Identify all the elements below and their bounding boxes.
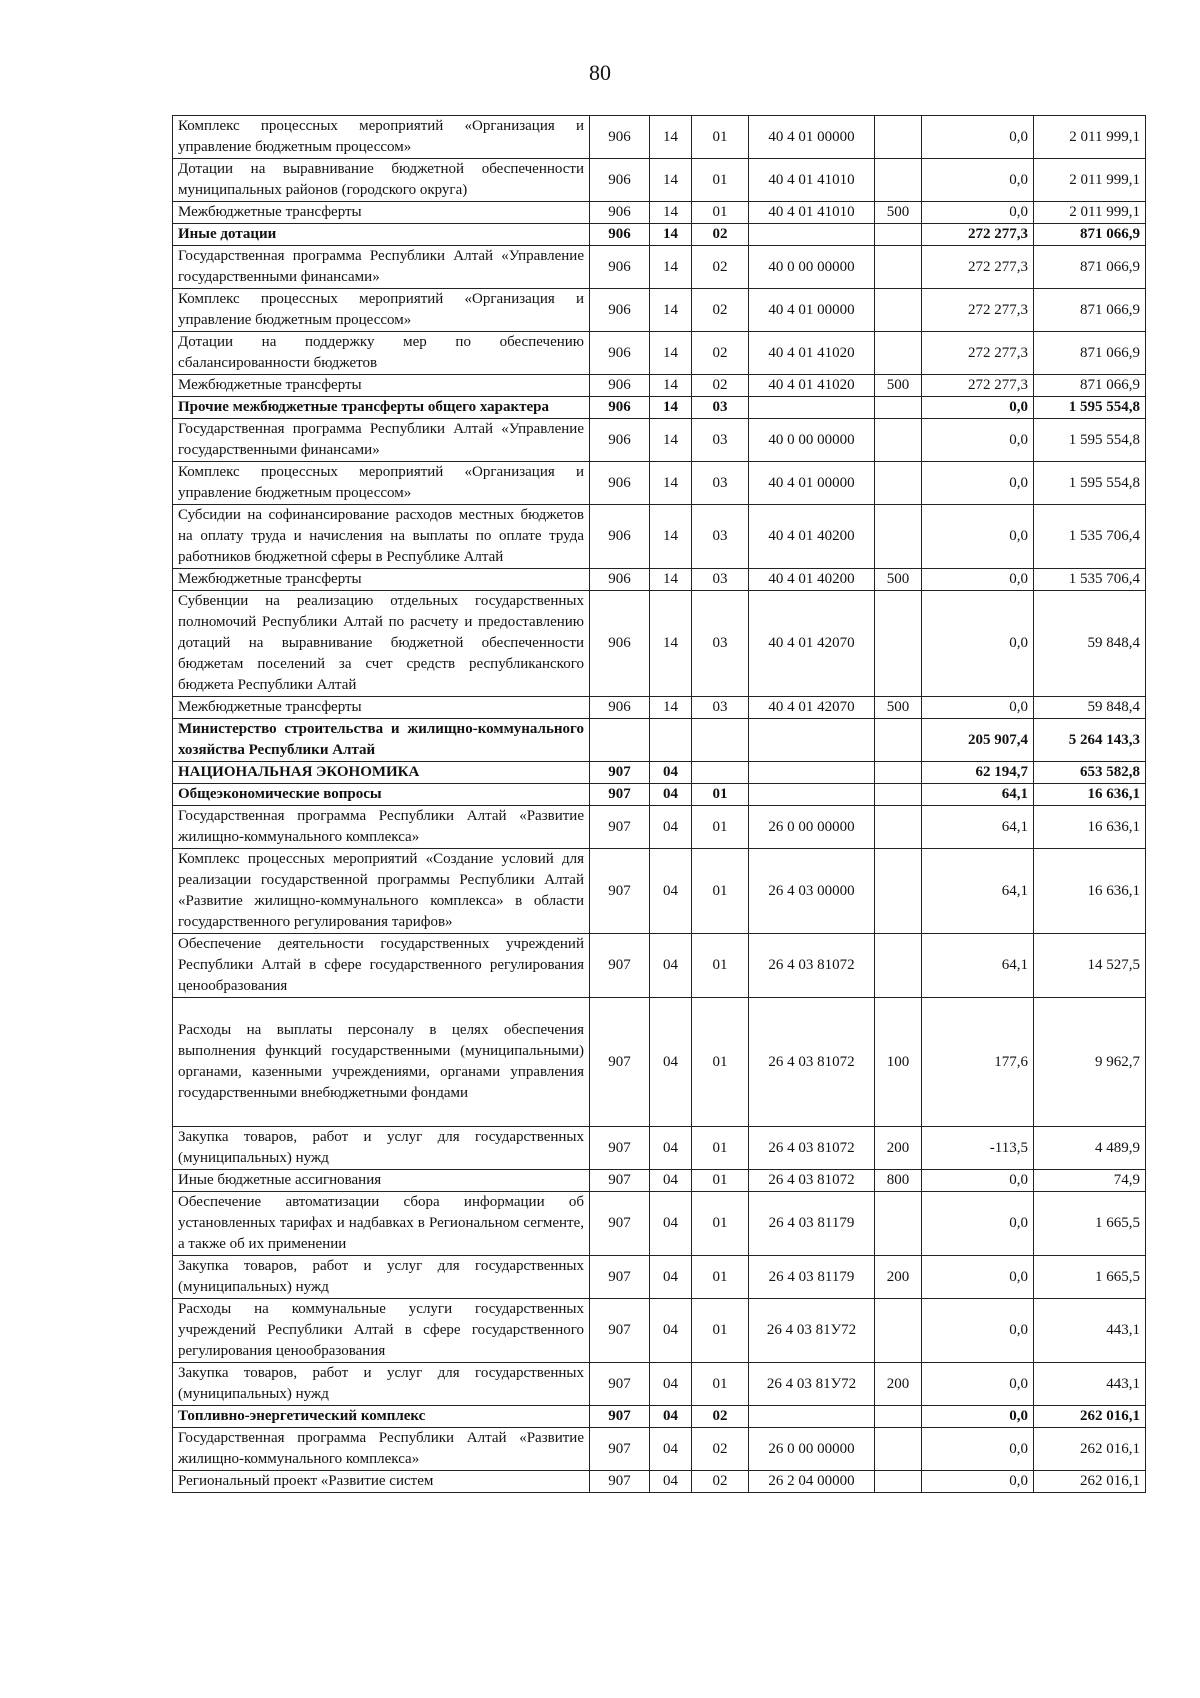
- row-expense-type-code: 200: [875, 1363, 922, 1406]
- row-subsection-code: 02: [692, 289, 749, 332]
- row-amount-total: 871 066,9: [1034, 246, 1146, 289]
- row-subsection-code: 03: [692, 419, 749, 462]
- row-name: Обеспечение деятельности государственных учреждений Республики Алтай в сфере государственного регулирования ценообразования: [173, 934, 590, 998]
- row-subsection-code: 01: [692, 1170, 749, 1192]
- table-row: [173, 1406, 1146, 1428]
- row-subsection-code: 03: [692, 697, 749, 719]
- row-subsection-code: 02: [692, 246, 749, 289]
- row-grbs-code: 907: [590, 1127, 650, 1170]
- row-name: Топливно-энергетический комплекс: [173, 1406, 590, 1428]
- row-amount-total: 16 636,1: [1034, 784, 1146, 806]
- row-amount-change: 64,1: [922, 806, 1034, 849]
- row-subsection-code: [692, 719, 749, 762]
- row-subsection-code: 03: [692, 505, 749, 569]
- row-amount-change: 205 907,4: [922, 719, 1034, 762]
- table-row: [173, 806, 1146, 849]
- row-expense-type-code: [875, 397, 922, 419]
- row-grbs-code: 907: [590, 1363, 650, 1406]
- row-amount-total: 1 535 706,4: [1034, 569, 1146, 591]
- row-expense-type-code: 200: [875, 1256, 922, 1299]
- table-row: [173, 246, 1146, 289]
- row-subsection-code: [692, 762, 749, 784]
- row-target-article-code: 40 4 01 00000: [749, 289, 875, 332]
- row-amount-total: 1 665,5: [1034, 1256, 1146, 1299]
- table-row: [173, 505, 1146, 569]
- row-target-article-code: 26 0 00 00000: [749, 806, 875, 849]
- row-subsection-code: 03: [692, 591, 749, 697]
- row-section-code: 14: [650, 246, 692, 289]
- table-row: [173, 591, 1146, 697]
- row-target-article-code: 26 4 03 81У72: [749, 1299, 875, 1363]
- row-amount-total: 262 016,1: [1034, 1428, 1146, 1471]
- row-expense-type-code: [875, 849, 922, 934]
- row-expense-type-code: [875, 159, 922, 202]
- row-amount-total: 9 962,7: [1034, 998, 1146, 1127]
- row-section-code: 04: [650, 934, 692, 998]
- row-expense-type-code: 200: [875, 1127, 922, 1170]
- row-subsection-code: 02: [692, 1428, 749, 1471]
- row-section-code: 04: [650, 1192, 692, 1256]
- row-amount-change: 0,0: [922, 159, 1034, 202]
- row-subsection-code: 01: [692, 998, 749, 1127]
- row-target-article-code: 26 4 03 81072: [749, 1170, 875, 1192]
- row-expense-type-code: 800: [875, 1170, 922, 1192]
- row-target-article-code: 26 0 00 00000: [749, 1428, 875, 1471]
- table-row: [173, 1170, 1146, 1192]
- row-target-article-code: 40 4 01 42070: [749, 591, 875, 697]
- row-amount-total: 443,1: [1034, 1363, 1146, 1406]
- row-section-code: 14: [650, 591, 692, 697]
- row-amount-change: 0,0: [922, 462, 1034, 505]
- row-amount-total: 59 848,4: [1034, 697, 1146, 719]
- row-subsection-code: 02: [692, 224, 749, 246]
- row-section-code: 04: [650, 1471, 692, 1493]
- row-grbs-code: 907: [590, 849, 650, 934]
- row-amount-change: 0,0: [922, 697, 1034, 719]
- row-amount-total: 871 066,9: [1034, 375, 1146, 397]
- row-expense-type-code: [875, 806, 922, 849]
- row-target-article-code: 26 4 03 81179: [749, 1256, 875, 1299]
- row-expense-type-code: [875, 591, 922, 697]
- row-target-article-code: 40 4 01 42070: [749, 697, 875, 719]
- row-section-code: 04: [650, 1127, 692, 1170]
- table-row: [173, 1471, 1146, 1493]
- row-amount-total: 1 595 554,8: [1034, 397, 1146, 419]
- row-amount-change: 64,1: [922, 849, 1034, 934]
- row-section-code: 14: [650, 116, 692, 159]
- row-section-code: 04: [650, 762, 692, 784]
- table-row: [173, 762, 1146, 784]
- row-subsection-code: 03: [692, 397, 749, 419]
- row-name: Комплекс процессных мероприятий «Организация и управление бюджетным процессом»: [173, 289, 590, 332]
- row-subsection-code: 02: [692, 375, 749, 397]
- row-amount-change: 64,1: [922, 934, 1034, 998]
- row-grbs-code: 907: [590, 1406, 650, 1428]
- table-row: [173, 224, 1146, 246]
- table-row: [173, 1428, 1146, 1471]
- table-row: [173, 849, 1146, 934]
- row-amount-change: 272 277,3: [922, 332, 1034, 375]
- row-expense-type-code: 500: [875, 697, 922, 719]
- row-expense-type-code: [875, 419, 922, 462]
- row-expense-type-code: [875, 224, 922, 246]
- table-row: [173, 784, 1146, 806]
- row-grbs-code: 906: [590, 591, 650, 697]
- row-name: Закупка товаров, работ и услуг для государственных (муниципальных) нужд: [173, 1256, 590, 1299]
- row-name: Иные бюджетные ассигнования: [173, 1170, 590, 1192]
- row-amount-change: 0,0: [922, 1170, 1034, 1192]
- row-grbs-code: 906: [590, 505, 650, 569]
- row-amount-change: 177,6: [922, 998, 1034, 1127]
- row-name: Дотации на поддержку мер по обеспечению сбалансированности бюджетов: [173, 332, 590, 375]
- row-amount-total: 871 066,9: [1034, 224, 1146, 246]
- row-amount-change: 0,0: [922, 1471, 1034, 1493]
- row-grbs-code: 906: [590, 397, 650, 419]
- row-target-article-code: 26 4 03 81У72: [749, 1363, 875, 1406]
- row-target-article-code: 40 4 01 40200: [749, 569, 875, 591]
- row-grbs-code: 907: [590, 806, 650, 849]
- table-row: [173, 697, 1146, 719]
- row-amount-total: 262 016,1: [1034, 1406, 1146, 1428]
- row-section-code: 04: [650, 998, 692, 1127]
- row-amount-total: 16 636,1: [1034, 806, 1146, 849]
- row-grbs-code: 906: [590, 116, 650, 159]
- row-target-article-code: 26 4 03 81072: [749, 1127, 875, 1170]
- row-expense-type-code: 500: [875, 202, 922, 224]
- row-subsection-code: 02: [692, 1471, 749, 1493]
- row-section-code: 04: [650, 806, 692, 849]
- row-target-article-code: 40 0 00 00000: [749, 246, 875, 289]
- row-grbs-code: 906: [590, 289, 650, 332]
- row-amount-change: 0,0: [922, 202, 1034, 224]
- row-amount-change: 272 277,3: [922, 246, 1034, 289]
- row-amount-total: 2 011 999,1: [1034, 159, 1146, 202]
- row-grbs-code: 906: [590, 462, 650, 505]
- row-subsection-code: 01: [692, 1192, 749, 1256]
- row-amount-total: 871 066,9: [1034, 332, 1146, 375]
- row-section-code: 14: [650, 569, 692, 591]
- row-grbs-code: 906: [590, 246, 650, 289]
- row-target-article-code: 26 4 03 81072: [749, 998, 875, 1127]
- row-name: Расходы на коммунальные услуги государственных учреждений Республики Алтай в сфере государственного регулирования ценообразования: [173, 1299, 590, 1363]
- row-section-code: 04: [650, 1170, 692, 1192]
- page-number: 80: [589, 60, 611, 85]
- row-amount-change: -113,5: [922, 1127, 1034, 1170]
- row-expense-type-code: [875, 762, 922, 784]
- row-subsection-code: 01: [692, 202, 749, 224]
- row-amount-total: 262 016,1: [1034, 1471, 1146, 1493]
- row-section-code: 14: [650, 224, 692, 246]
- row-subsection-code: 01: [692, 1363, 749, 1406]
- row-expense-type-code: [875, 246, 922, 289]
- row-subsection-code: 01: [692, 784, 749, 806]
- row-section-code: 14: [650, 332, 692, 375]
- row-grbs-code: 906: [590, 419, 650, 462]
- row-section-code: 04: [650, 784, 692, 806]
- row-target-article-code: [749, 1406, 875, 1428]
- row-name: Субсидии на софинансирование расходов местных бюджетов на оплату труда и начисления на выплаты по оплате труда работников бюджетной сферы в Республике Алтай: [173, 505, 590, 569]
- row-expense-type-code: 500: [875, 375, 922, 397]
- row-amount-change: 0,0: [922, 1406, 1034, 1428]
- row-amount-change: 0,0: [922, 591, 1034, 697]
- row-amount-total: 16 636,1: [1034, 849, 1146, 934]
- table-row: [173, 202, 1146, 224]
- row-expense-type-code: 100: [875, 998, 922, 1127]
- row-grbs-code: 906: [590, 697, 650, 719]
- row-target-article-code: 40 4 01 41010: [749, 202, 875, 224]
- row-amount-change: 272 277,3: [922, 375, 1034, 397]
- row-name: Межбюджетные трансферты: [173, 375, 590, 397]
- row-name: Общеэкономические вопросы: [173, 784, 590, 806]
- row-target-article-code: [749, 224, 875, 246]
- row-grbs-code: 907: [590, 998, 650, 1127]
- row-amount-change: 64,1: [922, 784, 1034, 806]
- row-grbs-code: 907: [590, 1428, 650, 1471]
- row-section-code: 04: [650, 1406, 692, 1428]
- row-amount-change: 0,0: [922, 1192, 1034, 1256]
- row-amount-total: 1 595 554,8: [1034, 419, 1146, 462]
- row-expense-type-code: [875, 1192, 922, 1256]
- row-subsection-code: 03: [692, 569, 749, 591]
- row-target-article-code: 40 4 01 41010: [749, 159, 875, 202]
- row-section-code: 14: [650, 419, 692, 462]
- row-amount-total: 653 582,8: [1034, 762, 1146, 784]
- row-target-article-code: 26 4 03 81072: [749, 934, 875, 998]
- table-row: [173, 1256, 1146, 1299]
- row-expense-type-code: [875, 719, 922, 762]
- row-amount-change: 0,0: [922, 1299, 1034, 1363]
- row-section-code: 04: [650, 1363, 692, 1406]
- row-grbs-code: 906: [590, 569, 650, 591]
- row-amount-total: 74,9: [1034, 1170, 1146, 1192]
- table-row: [173, 569, 1146, 591]
- row-target-article-code: 40 4 01 41020: [749, 375, 875, 397]
- row-subsection-code: 01: [692, 1256, 749, 1299]
- row-target-article-code: 40 4 01 00000: [749, 116, 875, 159]
- row-amount-change: 272 277,3: [922, 289, 1034, 332]
- row-expense-type-code: [875, 505, 922, 569]
- row-section-code: 14: [650, 397, 692, 419]
- row-section-code: 14: [650, 505, 692, 569]
- row-target-article-code: [749, 784, 875, 806]
- row-target-article-code: [749, 762, 875, 784]
- row-name: Межбюджетные трансферты: [173, 569, 590, 591]
- table-row: [173, 419, 1146, 462]
- row-name: Иные дотации: [173, 224, 590, 246]
- row-expense-type-code: [875, 1428, 922, 1471]
- row-subsection-code: 01: [692, 806, 749, 849]
- row-name: Межбюджетные трансферты: [173, 697, 590, 719]
- row-grbs-code: 907: [590, 934, 650, 998]
- row-amount-change: 0,0: [922, 116, 1034, 159]
- row-amount-change: 272 277,3: [922, 224, 1034, 246]
- row-name: Министерство строительства и жилищно-коммунального хозяйства Республики Алтай: [173, 719, 590, 762]
- table-row: [173, 1299, 1146, 1363]
- row-name: Комплекс процессных мероприятий «Организация и управление бюджетным процессом»: [173, 116, 590, 159]
- table-row: [173, 116, 1146, 159]
- table-row: [173, 332, 1146, 375]
- row-amount-total: 1 595 554,8: [1034, 462, 1146, 505]
- row-amount-change: 0,0: [922, 505, 1034, 569]
- row-name: Региональный проект «Развитие систем: [173, 1471, 590, 1493]
- row-name: Комплекс процессных мероприятий «Создание условий для реализации государственной программы Республики Алтай «Развитие жилищно-коммунального комплекса» в области государственного регулирования тарифов»: [173, 849, 590, 934]
- row-expense-type-code: [875, 1406, 922, 1428]
- row-grbs-code: 907: [590, 762, 650, 784]
- row-grbs-code: 907: [590, 1170, 650, 1192]
- row-name: Обеспечение автоматизации сбора информации об установленных тарифах и надбавках в Региональном сегменте, а также об их применении: [173, 1192, 590, 1256]
- row-name: Субвенции на реализацию отдельных государственных полномочий Республики Алтай по расчету и предоставлению дотаций на выравнивание бюджетной обеспеченности бюджетам поселений за счет средств республиканского бюджета Республики Алтай: [173, 591, 590, 697]
- row-expense-type-code: [875, 1471, 922, 1493]
- row-name: Государственная программа Республики Алтай «Управление государственными финансами»: [173, 419, 590, 462]
- table-row: [173, 462, 1146, 505]
- row-name: Государственная программа Республики Алтай «Развитие жилищно-коммунального комплекса»: [173, 806, 590, 849]
- row-amount-change: 0,0: [922, 419, 1034, 462]
- row-section-code: 04: [650, 1428, 692, 1471]
- row-section-code: 14: [650, 375, 692, 397]
- row-name: Закупка товаров, работ и услуг для государственных (муниципальных) нужд: [173, 1127, 590, 1170]
- table-row: [173, 375, 1146, 397]
- row-name: Прочие межбюджетные трансферты общего характера: [173, 397, 590, 419]
- row-subsection-code: 02: [692, 1406, 749, 1428]
- table-row: [173, 159, 1146, 202]
- table-row: [173, 1192, 1146, 1256]
- row-amount-total: 443,1: [1034, 1299, 1146, 1363]
- row-grbs-code: 906: [590, 202, 650, 224]
- row-amount-total: 871 066,9: [1034, 289, 1146, 332]
- row-name: Государственная программа Республики Алтай «Управление государственными финансами»: [173, 246, 590, 289]
- table-row: [173, 998, 1146, 1127]
- row-section-code: [650, 719, 692, 762]
- row-amount-total: 1 665,5: [1034, 1192, 1146, 1256]
- table-row: [173, 289, 1146, 332]
- table-row: [173, 934, 1146, 998]
- row-subsection-code: 02: [692, 332, 749, 375]
- row-amount-total: 2 011 999,1: [1034, 116, 1146, 159]
- row-subsection-code: 01: [692, 1299, 749, 1363]
- row-grbs-code: 906: [590, 224, 650, 246]
- row-grbs-code: [590, 719, 650, 762]
- row-amount-change: 0,0: [922, 1428, 1034, 1471]
- row-name: Расходы на выплаты персоналу в целях обеспечения выполнения функций государственными (муниципальными) органами, казенными учреждениями, органами управления государственными внебюджетными фондами: [173, 998, 590, 1127]
- row-section-code: 04: [650, 849, 692, 934]
- row-expense-type-code: [875, 332, 922, 375]
- row-target-article-code: 40 0 00 00000: [749, 419, 875, 462]
- row-section-code: 04: [650, 1299, 692, 1363]
- row-expense-type-code: 500: [875, 569, 922, 591]
- row-amount-total: 2 011 999,1: [1034, 202, 1146, 224]
- row-grbs-code: 907: [590, 1471, 650, 1493]
- row-name: Комплекс процессных мероприятий «Организация и управление бюджетным процессом»: [173, 462, 590, 505]
- row-target-article-code: 26 4 03 00000: [749, 849, 875, 934]
- row-name: Межбюджетные трансферты: [173, 202, 590, 224]
- row-target-article-code: 40 4 01 40200: [749, 505, 875, 569]
- row-amount-change: 0,0: [922, 1363, 1034, 1406]
- row-amount-change: 0,0: [922, 397, 1034, 419]
- row-amount-total: 1 535 706,4: [1034, 505, 1146, 569]
- table-row: [173, 1363, 1146, 1406]
- row-amount-change: 62 194,7: [922, 762, 1034, 784]
- table-row: [173, 1127, 1146, 1170]
- table-body: [173, 116, 1146, 1493]
- row-expense-type-code: [875, 289, 922, 332]
- row-expense-type-code: [875, 462, 922, 505]
- row-grbs-code: 907: [590, 1256, 650, 1299]
- budget-table: [172, 115, 1146, 1493]
- table-row: [173, 397, 1146, 419]
- row-amount-total: 14 527,5: [1034, 934, 1146, 998]
- row-grbs-code: 907: [590, 784, 650, 806]
- row-grbs-code: 907: [590, 1192, 650, 1256]
- row-subsection-code: 01: [692, 116, 749, 159]
- row-target-article-code: 26 4 03 81179: [749, 1192, 875, 1256]
- row-expense-type-code: [875, 116, 922, 159]
- row-expense-type-code: [875, 784, 922, 806]
- row-amount-change: 0,0: [922, 569, 1034, 591]
- row-subsection-code: 01: [692, 934, 749, 998]
- row-grbs-code: 906: [590, 159, 650, 202]
- row-subsection-code: 01: [692, 159, 749, 202]
- row-target-article-code: [749, 397, 875, 419]
- row-target-article-code: 40 4 01 41020: [749, 332, 875, 375]
- row-subsection-code: 01: [692, 1127, 749, 1170]
- row-expense-type-code: [875, 934, 922, 998]
- table-row: [173, 719, 1146, 762]
- row-amount-total: 5 264 143,3: [1034, 719, 1146, 762]
- row-name: Государственная программа Республики Алтай «Развитие жилищно-коммунального комплекса»: [173, 1428, 590, 1471]
- row-name: Закупка товаров, работ и услуг для государственных (муниципальных) нужд: [173, 1363, 590, 1406]
- row-expense-type-code: [875, 1299, 922, 1363]
- row-target-article-code: 40 4 01 00000: [749, 462, 875, 505]
- row-subsection-code: 03: [692, 462, 749, 505]
- row-amount-total: 59 848,4: [1034, 591, 1146, 697]
- row-grbs-code: 906: [590, 375, 650, 397]
- row-name: НАЦИОНАЛЬНАЯ ЭКОНОМИКА: [173, 762, 590, 784]
- row-name: Дотации на выравнивание бюджетной обеспеченности муниципальных районов (городского округа): [173, 159, 590, 202]
- row-grbs-code: 907: [590, 1299, 650, 1363]
- row-section-code: 14: [650, 462, 692, 505]
- row-section-code: 14: [650, 289, 692, 332]
- row-amount-change: 0,0: [922, 1256, 1034, 1299]
- row-subsection-code: 01: [692, 849, 749, 934]
- row-section-code: 04: [650, 1256, 692, 1299]
- row-section-code: 14: [650, 202, 692, 224]
- row-target-article-code: 26 2 04 00000: [749, 1471, 875, 1493]
- row-section-code: 14: [650, 159, 692, 202]
- row-amount-total: 4 489,9: [1034, 1127, 1146, 1170]
- row-grbs-code: 906: [590, 332, 650, 375]
- row-target-article-code: [749, 719, 875, 762]
- row-section-code: 14: [650, 697, 692, 719]
